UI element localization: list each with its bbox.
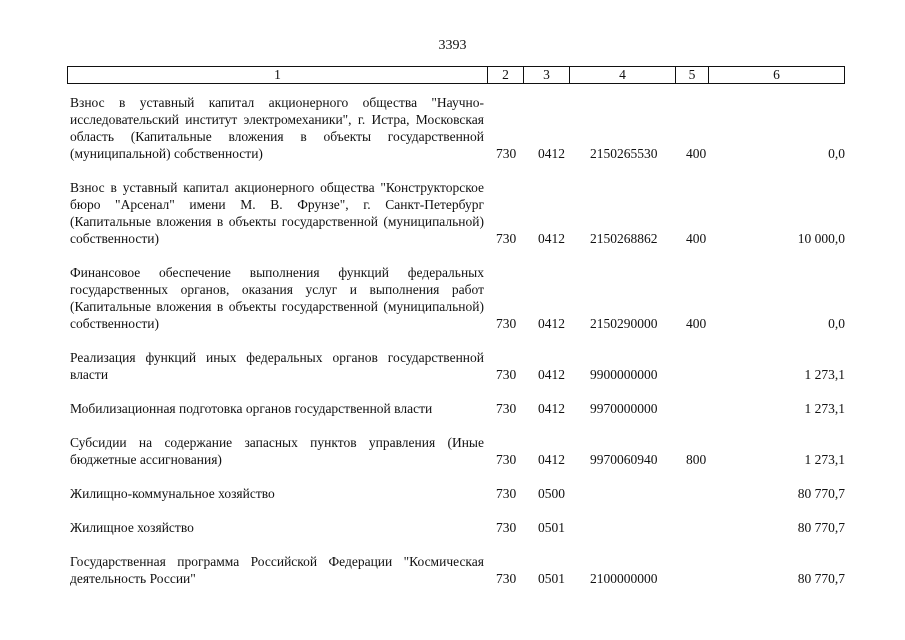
row-description: Взнос в уставный капитал акционерного общества "Конструкторское бюро "Арсенал" имени М. В. Фрунзе", г. Санкт-Петербург (Капитальные вложения в объекты государственной (муниципальной) собственности) — [70, 180, 484, 246]
row-section-code: 0412 — [538, 401, 565, 416]
row-expense-type: 400 — [686, 146, 707, 161]
row-expense-type: 400 — [686, 231, 707, 246]
row-admin-code: 730 — [496, 146, 517, 161]
row-target-code: 2100000000 — [590, 571, 658, 586]
row-description: Финансовое обеспечение выполнения функций федеральных государственных органов, оказания услуг и выполнения работ (Капитальные вложения в объекты государственной (муниципальной) собственности) — [70, 265, 484, 331]
row-expense-type: 800 — [686, 452, 707, 467]
row-description: Государственная программа Российской Федерации "Космическая деятельность России" — [70, 554, 484, 586]
row-target-code: 2150290000 — [590, 316, 658, 331]
header-col-6: 6 — [773, 67, 780, 82]
row-target-code: 2150265530 — [590, 146, 658, 161]
table-body — [70, 94, 845, 604]
header-col-5: 5 — [676, 67, 709, 83]
table-row — [70, 179, 845, 247]
row-section-code: 0412 — [538, 231, 565, 246]
row-section-code: 0500 — [538, 486, 565, 501]
row-target-code: 9900000000 — [590, 367, 658, 382]
row-section-code: 0412 — [538, 452, 565, 467]
page-number: 3393 — [438, 38, 467, 53]
header-col-4: 4 — [570, 67, 676, 83]
table-header — [67, 66, 845, 84]
row-amount: 1 273,1 — [804, 452, 845, 467]
row-admin-code: 730 — [496, 231, 517, 246]
table-row — [70, 485, 845, 502]
table-row — [70, 519, 845, 536]
row-amount: 10 000,0 — [797, 231, 845, 246]
row-section-code: 0412 — [538, 367, 565, 382]
table-row — [70, 553, 845, 587]
row-target-code: 2150268862 — [590, 231, 658, 246]
table-row — [70, 264, 845, 332]
row-target-code: 9970000000 — [590, 401, 658, 416]
header-col-1: 1 — [68, 67, 488, 83]
row-section-code: 0412 — [538, 146, 565, 161]
row-admin-code: 730 — [496, 316, 517, 331]
row-description: Реализация функций иных федеральных органов государственной власти — [70, 350, 484, 382]
row-section-code: 0501 — [538, 520, 565, 535]
row-section-code: 0501 — [538, 571, 565, 586]
table-row — [70, 94, 845, 162]
row-admin-code: 730 — [496, 571, 517, 586]
row-admin-code: 730 — [496, 452, 517, 467]
header-col-3: 3 — [524, 67, 570, 83]
row-admin-code: 730 — [496, 367, 517, 382]
row-admin-code: 730 — [496, 401, 517, 416]
row-description: Мобилизационная подготовка органов государственной власти — [70, 401, 433, 416]
table-row — [70, 349, 845, 383]
row-amount: 80 770,7 — [797, 520, 845, 535]
row-amount: 1 273,1 — [804, 367, 845, 382]
row-description: Взнос в уставный капитал акционерного общества "Научно-исследовательский институт электромеханики", г. Истра, Московская область (Капитальные вложения в объекты государственной (муниципальной) собственности) — [70, 95, 484, 161]
row-amount: 0,0 — [828, 316, 845, 331]
row-amount: 80 770,7 — [797, 571, 845, 586]
table-row — [70, 434, 845, 468]
row-expense-type: 400 — [686, 316, 707, 331]
row-description: Жилищно-коммунальное хозяйство — [70, 486, 275, 501]
row-description: Субсидии на содержание запасных пунктов управления (Иные бюджетные ассигнования) — [70, 435, 484, 467]
row-section-code: 0412 — [538, 316, 565, 331]
row-target-code: 9970060940 — [590, 452, 658, 467]
table-row — [70, 400, 845, 417]
row-amount: 0,0 — [828, 146, 845, 161]
header-col-2: 2 — [488, 67, 524, 83]
row-admin-code: 730 — [496, 520, 517, 535]
row-admin-code: 730 — [496, 486, 517, 501]
row-amount: 80 770,7 — [797, 486, 845, 501]
row-description: Жилищное хозяйство — [70, 520, 194, 535]
row-amount: 1 273,1 — [804, 401, 845, 416]
